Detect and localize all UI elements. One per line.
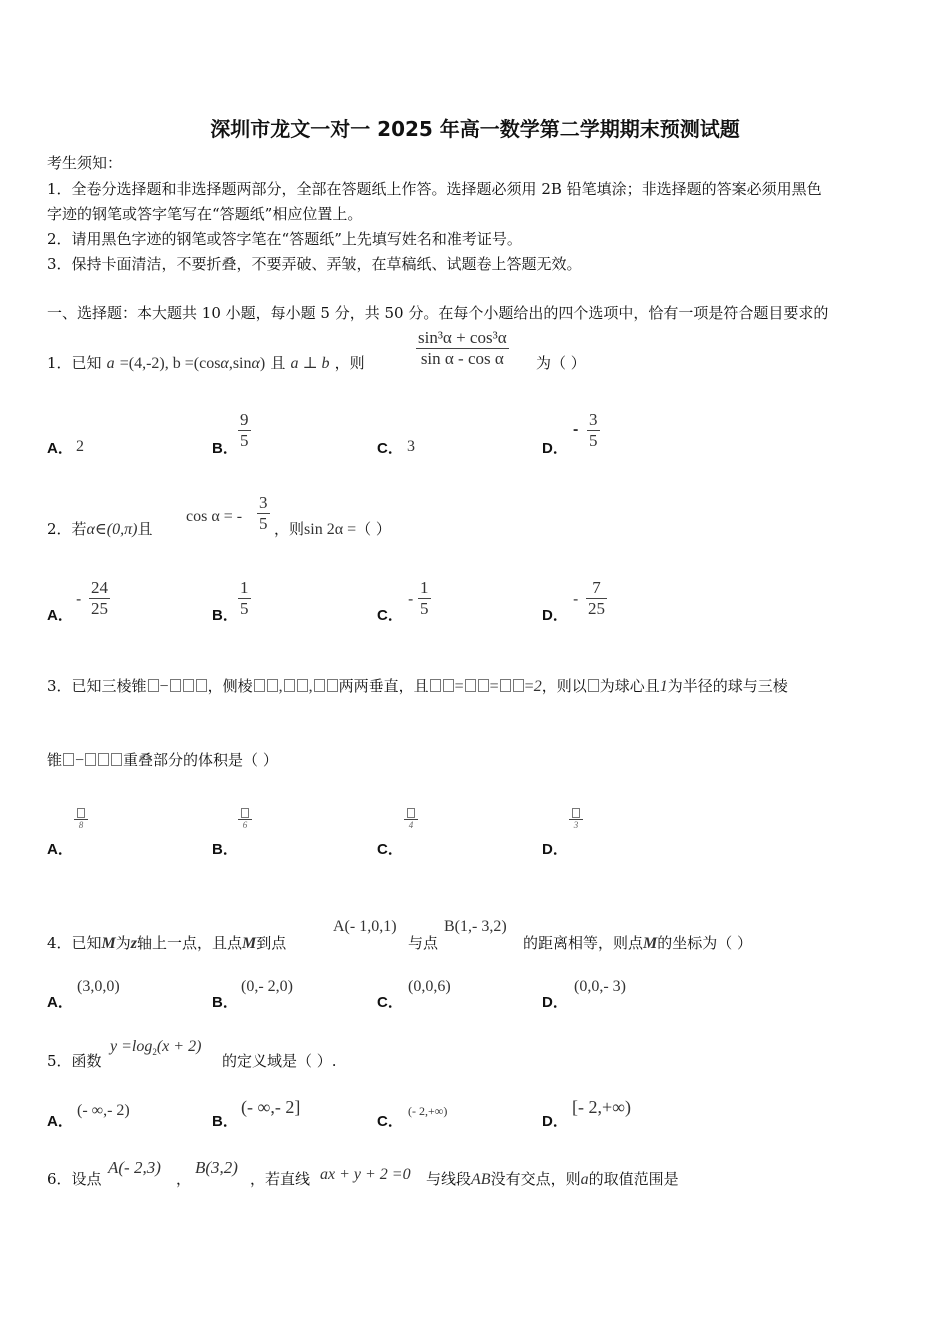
missing-glyph-icon	[327, 679, 338, 692]
q4-option-d-label: D．	[542, 994, 568, 1011]
q3-two: 2	[533, 678, 542, 695]
q1-vec-a: a	[106, 355, 115, 372]
notice-heading: 考生须知：	[47, 154, 123, 172]
q4-p1: 4．已知	[47, 934, 102, 952]
q4-p3: 轴上一点，且点	[137, 934, 243, 952]
q1-sin: ,sin	[228, 355, 252, 372]
question-2	[47, 518, 152, 539]
q5-option-a-label: A．	[47, 1113, 73, 1130]
q3-eq-2: =	[489, 678, 499, 695]
missing-glyph-icon	[513, 679, 524, 692]
q4-p2: 为	[115, 934, 131, 952]
q4-rest	[523, 932, 752, 953]
q3-ceng: ，侧棱	[207, 677, 253, 695]
q2-cos: cos α = -	[186, 508, 243, 525]
notice-item-2: 2．请用黑色字迹的钢笔或答字笔在“答题纸”上先填写姓名和准考证号。	[47, 230, 522, 248]
section-heading: 一、选择题：本大题共 10 小题，每小题 5 分，共 50 分。在每个小题给出的四个选项中，恰有一项是符合题目要求的	[47, 304, 829, 322]
q2-cond: α∈(0,π)	[86, 521, 138, 538]
q3-dash-2: −	[75, 752, 85, 769]
q3-option-d	[569, 808, 583, 830]
q6-ab: AB	[471, 1171, 491, 1188]
q3-b-den: 6	[242, 820, 248, 830]
q3-liang: 两两垂直，且	[338, 677, 429, 695]
q1-expr-num: sin³α + cos³α	[418, 328, 507, 347]
q4-m-2: M	[242, 935, 257, 952]
q1-expression	[416, 328, 509, 369]
missing-glyph-icon	[478, 679, 489, 692]
question-4	[47, 932, 286, 953]
q2-d-den: 25	[588, 599, 605, 618]
missing-glyph-icon	[443, 679, 454, 692]
q6-point-a: A(- 2,3)	[108, 1158, 161, 1177]
q2-rest	[274, 518, 391, 539]
q2-prefix: 2．若	[47, 520, 87, 538]
q2-qie: 且	[137, 520, 153, 538]
q1-alpha: α	[220, 355, 229, 372]
q2-a-num: 24	[91, 578, 108, 597]
q1-d-num: 3	[589, 410, 598, 429]
q2-option-c-label: C．	[377, 607, 403, 624]
q2-option-b	[238, 578, 251, 619]
q4-m: M	[101, 935, 116, 952]
q4-p6: 的距离相等，则点	[523, 934, 644, 952]
missing-glyph-icon	[572, 808, 580, 818]
q2-option-d	[586, 578, 607, 619]
q1-b-num: 9	[240, 410, 249, 429]
q5-function	[110, 1038, 201, 1057]
q6-line: ax + y + 2 =0	[320, 1166, 411, 1183]
q3-option-d-label: D．	[542, 841, 568, 858]
q1-option-a: 2	[76, 438, 84, 455]
q4-point-a: A(- 1,0,1)	[333, 918, 397, 935]
q3-option-c	[404, 808, 418, 830]
q2-option-a	[89, 578, 110, 619]
q2-a-den: 25	[91, 599, 108, 618]
q3-eq-3: =	[524, 678, 534, 695]
q4-option-b-label: B．	[212, 994, 238, 1011]
q3-qiu: 为球心且	[599, 677, 660, 695]
q3-option-a	[74, 808, 88, 830]
missing-glyph-icon	[254, 679, 265, 692]
notice-item-1: 1．全卷分选择题和非选择题两部分，全部在答题纸上作答。选择题必须用 2B 铅笔填涂；非选择题的答案必须用黑色	[47, 180, 822, 198]
q1-eq: =(4,-2), b =(cos	[119, 355, 221, 372]
q5-option-b: (- ∞,- 2]	[241, 1097, 301, 1117]
q2-c-sign: -	[408, 591, 414, 608]
q1-b-den: 5	[240, 431, 249, 450]
q5-y: y =log	[110, 1038, 153, 1055]
q2-d-num: 7	[592, 578, 601, 597]
q1-expr-den: sin α - cos α	[420, 349, 504, 368]
q5-p1: 5．函数	[47, 1052, 102, 1070]
q6-p1: 6．设点	[47, 1170, 102, 1188]
q4-option-d: (0,0,- 3)	[574, 978, 626, 995]
q4-point-b: B(1,- 3,2)	[444, 918, 507, 935]
missing-glyph-icon	[196, 679, 207, 692]
q4-option-c-label: C．	[377, 994, 403, 1011]
missing-glyph-icon	[465, 679, 476, 692]
missing-glyph-icon	[183, 679, 194, 692]
q4-option-a-label: A．	[47, 994, 73, 1011]
q1-option-c-label: C．	[377, 440, 403, 457]
missing-glyph-icon	[77, 808, 85, 818]
missing-glyph-icon	[241, 808, 249, 818]
question-3	[47, 675, 788, 696]
q1-perp: a ⊥ b	[290, 355, 330, 372]
q2-frac-num: 3	[259, 493, 268, 512]
q1-d-sign: -	[573, 421, 579, 438]
q4-m-3: M	[643, 935, 658, 952]
q1-prefix: 1．已知	[47, 354, 102, 372]
page-title: 深圳市龙文一对一 2025 年高一数学第二学期期末预测试题	[210, 117, 740, 141]
q5-option-a: (- ∞,- 2)	[77, 1102, 130, 1119]
q2-frac-den: 5	[259, 514, 268, 533]
q1-option-d-label: D．	[542, 440, 568, 457]
q6-p4: 没有交点，则	[490, 1170, 581, 1188]
missing-glyph-icon	[500, 679, 511, 692]
q1-alpha-2: α	[251, 355, 260, 372]
q3-option-b-label: B．	[212, 841, 238, 858]
q4-option-a: (3,0,0)	[77, 978, 120, 995]
q3-c-den: 4	[408, 820, 414, 830]
q6-comma: ，	[176, 1170, 192, 1188]
q3-option-a-label: A．	[47, 841, 73, 858]
q4-p4: 到点	[256, 934, 287, 952]
q5-option-c: (- 2,+∞)	[408, 1104, 448, 1118]
q3-comma: ,	[278, 678, 283, 695]
q5-base: 2	[152, 1047, 157, 1057]
q1-ze: ，则	[334, 354, 365, 372]
q3-dash: −	[159, 678, 169, 695]
missing-glyph-icon	[148, 679, 159, 692]
missing-glyph-icon	[314, 679, 325, 692]
missing-glyph-icon	[284, 679, 295, 692]
q5-option-c-label: C．	[377, 1113, 403, 1130]
q4-option-c: (0,0,6)	[408, 978, 451, 995]
q5-option-d: [- 2,+∞)	[572, 1097, 631, 1117]
q6-point-b: B(3,2)	[195, 1158, 238, 1177]
q2-target: sin 2α =	[304, 521, 357, 538]
q4-p5: 与点	[408, 934, 439, 952]
q2-b-den: 5	[240, 599, 249, 618]
missing-glyph-icon	[588, 679, 599, 692]
missing-glyph-icon	[267, 679, 278, 692]
q1-d-den: 5	[589, 431, 598, 450]
q6-p2: ，若直线	[250, 1170, 311, 1188]
q3-one: 1	[659, 678, 668, 695]
q4-p7: 的坐标为（ ）	[657, 934, 753, 952]
q2-b-num: 1	[240, 578, 249, 597]
q3-a-den: 8	[78, 820, 84, 830]
q3-comma-2: ,	[308, 678, 313, 695]
q5-arg: (x + 2)	[156, 1038, 202, 1055]
q3-eq: =	[454, 678, 464, 695]
q3-option-b	[238, 808, 252, 830]
missing-glyph-icon	[170, 679, 181, 692]
notice-item-1-cont: 字迹的钢笔或答字笔写在“答题纸”相应位置上。	[47, 205, 363, 223]
q2-frac	[257, 493, 270, 534]
q1-option-b	[238, 410, 251, 451]
q1-tail: 为（ ）	[536, 354, 586, 372]
q1-option-c: 3	[407, 438, 415, 455]
missing-glyph-icon	[407, 808, 415, 818]
q2-option-c	[418, 578, 431, 619]
q3-prefix: 3．已知三棱锥	[47, 677, 147, 695]
q2-option-a-label: A．	[47, 607, 73, 624]
question-3-cont	[47, 749, 278, 770]
q4-option-b: (0,- 2,0)	[241, 978, 293, 995]
q2-option-b-label: B．	[212, 607, 238, 624]
q1-option-b-label: B．	[212, 440, 238, 457]
q3-line2-b: 重叠部分的体积是（ ）	[123, 751, 278, 769]
missing-glyph-icon	[63, 753, 74, 766]
q2-c-den: 5	[420, 599, 429, 618]
q1-close: )	[259, 355, 266, 372]
q3-tail: 为半径的球与三棱	[667, 677, 788, 695]
q3-d-den: 3	[573, 820, 579, 830]
q3-ze: ，则以	[541, 677, 587, 695]
question-1	[47, 352, 365, 373]
q2-a-sign: -	[76, 591, 82, 608]
q1-option-a-label: A．	[47, 440, 73, 457]
q1-qie: 且	[270, 354, 286, 372]
q5-p2: 的定义域是（ ）.	[222, 1052, 337, 1070]
q6-rest	[426, 1168, 679, 1189]
q6-p3: 与线段	[426, 1170, 472, 1188]
q3-option-c-label: C．	[377, 841, 403, 858]
missing-glyph-icon	[111, 753, 122, 766]
q2-ze: ，则	[274, 520, 305, 538]
q5-option-d-label: D．	[542, 1113, 568, 1130]
q6-a: a	[580, 1171, 589, 1188]
notice-item-3: 3．保持卡面清洁，不要折叠，不要弄破、弄皱，在草稿纸、试题卷上答题无效。	[47, 255, 582, 273]
q2-option-d-label: D．	[542, 607, 568, 624]
q2-d-sign: -	[573, 591, 579, 608]
q6-p5: 的取值范围是	[588, 1170, 679, 1188]
q2-c-num: 1	[420, 578, 429, 597]
q1-option-d	[587, 410, 600, 451]
q4-z: z	[130, 935, 138, 952]
missing-glyph-icon	[430, 679, 441, 692]
q3-line2-a: 锥	[47, 751, 63, 769]
missing-glyph-icon	[85, 753, 96, 766]
q2-tail: （ ）	[356, 520, 391, 538]
missing-glyph-icon	[98, 753, 109, 766]
q5-option-b-label: B．	[212, 1113, 238, 1130]
missing-glyph-icon	[297, 679, 308, 692]
